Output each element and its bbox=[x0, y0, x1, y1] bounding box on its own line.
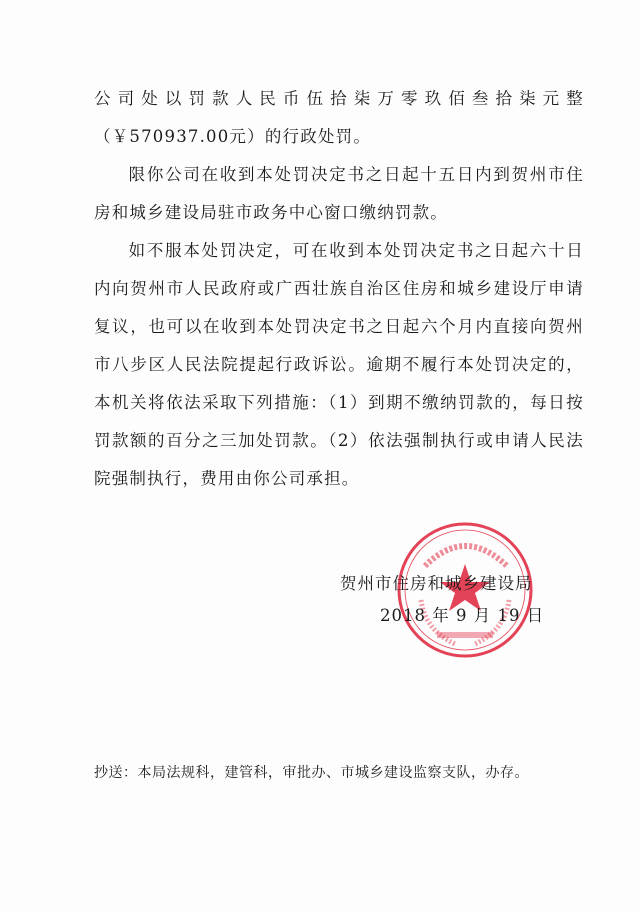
document-body bbox=[94, 80, 584, 498]
paragraph-payment-deadline: 限你公司在收到本处罚决定书之日起十五日内到贺州市住房和城乡建设局驻市政务中心窗口缴纳罚款。 bbox=[94, 165, 584, 222]
issue-date: 2018 年 9 月 19 日 bbox=[380, 606, 545, 625]
signature-block bbox=[340, 568, 560, 632]
cc-line: 抄送：本局法规科，建管科，审批办、市城乡建设监察支队，办存。 bbox=[94, 765, 529, 781]
issuing-organization: 贺州市住房和城乡建设局 bbox=[340, 574, 533, 593]
paragraph-appeal-rights: 如不服本处罚决定，可在收到本处罚决定书之日起六十日内向贺州市人民政府或广西壮族自治区住房和城乡建设厅申请复议，也可以在收到本处罚决定书之日起六个月内直接向贺州市八步区人民法院提起行政诉讼。逾期不履行本处罚决定的，本机关将依法采取下列措施：（1）到期不缴纳罚款的，每日按罚款额的百分之三加处罚款。（2）依法强制执行或申请人民法院强制执行，费用由你公司承担。 bbox=[94, 241, 584, 488]
paragraph-penalty-amount: 公司处以罚款人民币伍拾柒万零玖佰叁拾柒元整（￥570937.00元）的行政处罚。 bbox=[94, 89, 584, 146]
